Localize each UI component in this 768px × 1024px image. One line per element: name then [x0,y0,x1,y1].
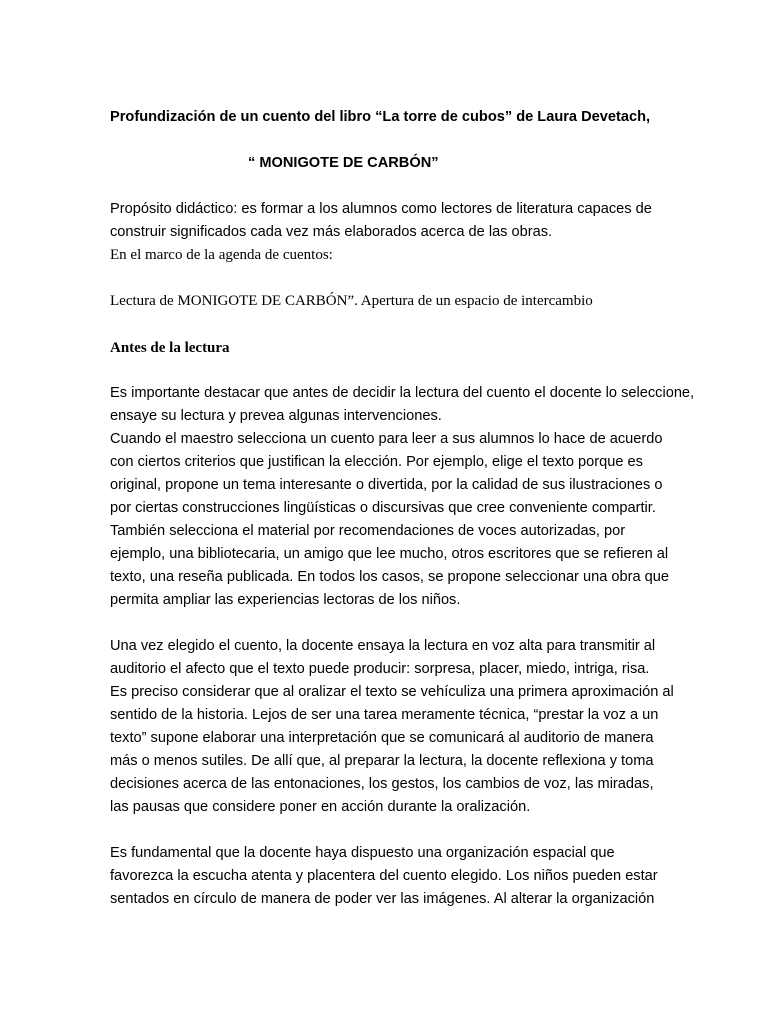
paragraph-line: Una vez elegido el cuento, la docente ensaya la lectura en voz alta para transmitir al [110,638,656,654]
paragraph-line: favorezca la escucha atenta y placentera del cuento elegido. Los niños pueden estar [110,868,658,884]
paragraph-line: auditorio el afecto que el texto puede producir: sorpresa, placer, miedo, intriga, risa. [110,661,650,677]
paragraph-line: por ciertas construcciones lingüísticas o discursivas que cree conveniente compartir. [110,500,656,516]
paragraph-line: sentido de la historia. Lejos de ser una tarea meramente técnica, “prestar la voz a un [110,707,659,723]
paragraph-line: También selecciona el material por recomendaciones de voces autorizadas, por [110,523,626,539]
paragraph-line: decisiones acerca de las entonaciones, los gestos, los cambios de voz, las miradas, [110,776,654,792]
paragraph-line: Es preciso considerar que al oralizar el texto se vehículiza una primera aproximación al [110,684,674,700]
paragraph-line: las pausas que considere poner en acción durante la oralización. [110,799,531,815]
paragraph-line: Cuando el maestro selecciona un cuento para leer a sus alumnos lo hace de acuerdo [110,431,663,447]
paragraph-line: original, propone un tema interesante o divertida, por la calidad de sus ilustraciones o [110,477,663,493]
reading-line: Lectura de MONIGOTE DE CARBÓN”. Apertura de un espacio de intercambio [110,293,593,309]
agenda-line: En el marco de la agenda de cuentos: [110,247,333,263]
paragraph-line: con ciertos criterios que justifican la elección. Por ejemplo, elige el texto porque es [110,454,643,470]
paragraph-line: Es importante destacar que antes de decidir la lectura del cuento el docente lo seleccione, [110,385,695,401]
paragraph-line: texto, una reseña publicada. En todos los casos, se propone seleccionar una obra que [110,569,669,585]
paragraph-line: permita ampliar las experiencias lectoras de los niños. [110,592,461,608]
paragraph-line: Es fundamental que la docente haya dispuesto una organización espacial que [110,845,615,861]
paragraph-line: ensaye su lectura y prevea algunas intervenciones. [110,408,442,424]
paragraph-line: texto” supone elaborar una interpretación que se comunicará al auditorio de manera [110,730,654,746]
paragraph-line: sentados en círculo de manera de poder ver las imágenes. Al alterar la organización [110,891,655,907]
paragraph-line: ejemplo, una bibliotecaria, un amigo que lee mucho, otros escritores que se refieren al [110,546,669,562]
document-title: “ MONIGOTE DE CARBÓN” [248,155,439,171]
purpose-line: Propósito didáctico: es formar a los alumnos como lectores de literatura capaces de [110,201,652,217]
purpose-line: construir significados cada vez más elaborados acerca de las obras. [110,224,553,240]
paragraph-line: más o menos sutiles. De allí que, al preparar la lectura, la docente reflexiona y toma [110,753,654,769]
section-title: Antes de la lectura [110,340,230,356]
document-heading: Profundización de un cuento del libro “La torre de cubos” de Laura Devetach, [110,109,651,125]
